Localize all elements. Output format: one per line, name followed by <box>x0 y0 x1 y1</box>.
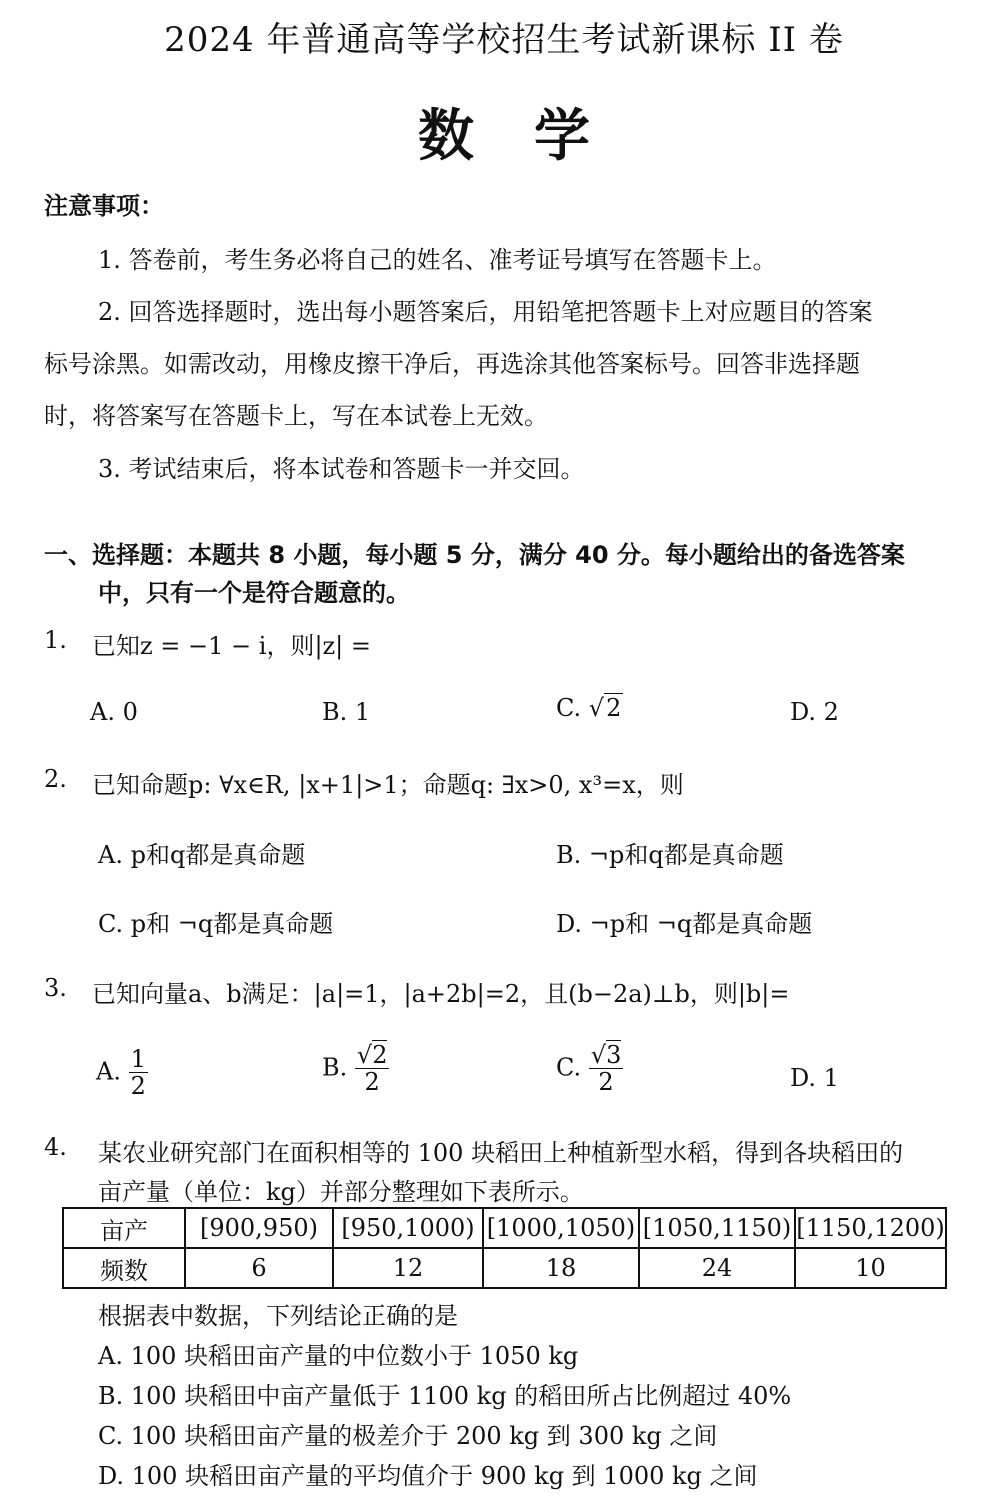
question-1-option-d[interactable]: D. 2 <box>790 698 839 726</box>
question-1-option-c-label: C. <box>556 694 582 722</box>
sqrt-symbol: √2 <box>588 694 622 722</box>
subject-title: 数学 <box>418 103 650 169</box>
question-2-number: 2. <box>44 765 67 793</box>
table-cell: [1150,1200) <box>795 1208 946 1248</box>
denominator: 2 <box>130 1072 146 1101</box>
notice-item-2-line-3: 时，将答案写在答题卡上，写在本试卷上无效。 <box>44 402 548 430</box>
radicand: 2 <box>606 694 622 722</box>
numerator: √2 <box>356 1041 388 1069</box>
question-4-option-d[interactable]: D. 100 块稻田亩产量的平均值介于 900 kg 到 1000 kg 之间 <box>98 1462 758 1490</box>
question-4-option-a[interactable]: A. 100 块稻田亩产量的中位数小于 1050 kg <box>98 1342 579 1370</box>
denominator: 2 <box>598 1068 614 1097</box>
question-1-stem-prefix: 已知 <box>92 632 140 660</box>
question-1-stem <box>92 626 371 661</box>
exam-title: 2024 年普通高等学校招生考试新课标 II 卷 <box>164 20 844 60</box>
section-1-heading-line-1: 一、选择题：本题共 8 小题，每小题 5 分，满分 40 分。每小题给出的备选答案 <box>44 541 905 569</box>
question-4-stem-line-1: 某农业研究部门在面积相等的 100 块稻田上种植新型水稻，得到各块稻田的 <box>98 1139 904 1167</box>
question-1-option-b[interactable]: B. 1 <box>322 698 371 726</box>
question-3-option-d[interactable]: D. 1 <box>790 1064 839 1092</box>
radicand: 2 <box>372 1041 388 1069</box>
table-row <box>63 1248 946 1288</box>
notice-heading: 注意事项： <box>44 192 164 220</box>
table-cell: 24 <box>639 1248 795 1288</box>
question-3-option-a[interactable] <box>96 1046 148 1100</box>
question-1-number: 1. <box>44 626 67 654</box>
notice-item-1: 1. 答卷前，考生务必将自己的姓名、准考证号填写在答题卡上。 <box>98 246 777 274</box>
question-4-option-c[interactable]: C. 100 块稻田亩产量的极差介于 200 kg 到 300 kg 之间 <box>98 1422 718 1450</box>
question-3-stem: 已知向量a、b满足：|a|=1，|a+2b|=2，且(b−2a)⊥b，则|b|= <box>92 980 790 1008</box>
question-3-option-c-label: C. <box>556 1053 582 1082</box>
table-row-label: 亩产 <box>63 1208 185 1248</box>
question-3-number: 3. <box>44 974 67 1002</box>
table-row-label: 频数 <box>63 1248 185 1288</box>
table-row <box>63 1208 946 1248</box>
table-cell: 18 <box>483 1248 639 1288</box>
question-4-option-b[interactable]: B. 100 块稻田中亩产量低于 1100 kg 的稻田所占比例超过 40% <box>98 1382 792 1410</box>
table-cell: 10 <box>795 1248 946 1288</box>
question-2-option-a[interactable]: A. p和q都是真命题 <box>98 841 306 869</box>
table-cell: 12 <box>333 1248 483 1288</box>
notice-item-2-line-2: 标号涂黑。如需改动，用橡皮擦干净后，再选涂其他答案标号。回答非选择题 <box>44 350 860 378</box>
numerator: 1 <box>130 1045 146 1073</box>
question-4-number: 4. <box>44 1133 67 1161</box>
question-3-option-b-label: B. <box>322 1053 348 1082</box>
question-1-option-c[interactable] <box>556 694 623 722</box>
question-1-equation: z = −1 − i <box>140 632 267 660</box>
table-cell: [1050,1150) <box>639 1208 795 1248</box>
question-1-stem-mid: ，则 <box>266 632 315 660</box>
table-cell: [1000,1050) <box>483 1208 639 1248</box>
table-cell: [950,1000) <box>333 1208 483 1248</box>
question-3-option-c[interactable] <box>556 1042 623 1096</box>
question-2-option-c[interactable]: C. p和 ¬q都是真命题 <box>98 910 334 938</box>
question-2-stem: 已知命题p: ∀x∈R, |x+1|>1；命题q: ∃x>0, x³=x，则 <box>92 771 684 799</box>
question-2-option-b[interactable]: B. ¬p和q都是真命题 <box>556 841 784 869</box>
question-3-option-b[interactable] <box>322 1042 389 1096</box>
question-4-prompt: 根据表中数据，下列结论正确的是 <box>98 1302 458 1330</box>
fraction-sqrt3-over-2 <box>589 1042 624 1096</box>
fraction-one-half <box>129 1046 148 1100</box>
question-1-modulus: |z| = <box>314 632 371 660</box>
question-4-stem-line-2: 亩产量（单位：kg）并部分整理如下表所示。 <box>98 1178 584 1206</box>
table-cell: 6 <box>185 1248 333 1288</box>
question-3-option-a-label: A. <box>96 1057 121 1086</box>
denominator: 2 <box>364 1068 380 1097</box>
fraction-sqrt2-over-2 <box>355 1042 390 1096</box>
numerator: √3 <box>590 1041 622 1069</box>
yield-frequency-table <box>62 1207 947 1289</box>
notice-item-3: 3. 考试结束后，将本试卷和答题卡一并交回。 <box>98 455 585 483</box>
section-1-heading-line-2: 中，只有一个是符合题意的。 <box>98 579 410 607</box>
table-cell: [900,950) <box>185 1208 333 1248</box>
notice-item-2-line-1: 2. 回答选择题时，选出每小题答案后，用铅笔把答题卡上对应题目的答案 <box>98 298 873 326</box>
radicand: 3 <box>606 1041 622 1069</box>
question-2-option-d[interactable]: D. ¬p和 ¬q都是真命题 <box>556 910 813 938</box>
question-1-option-a[interactable]: A. 0 <box>90 698 138 726</box>
